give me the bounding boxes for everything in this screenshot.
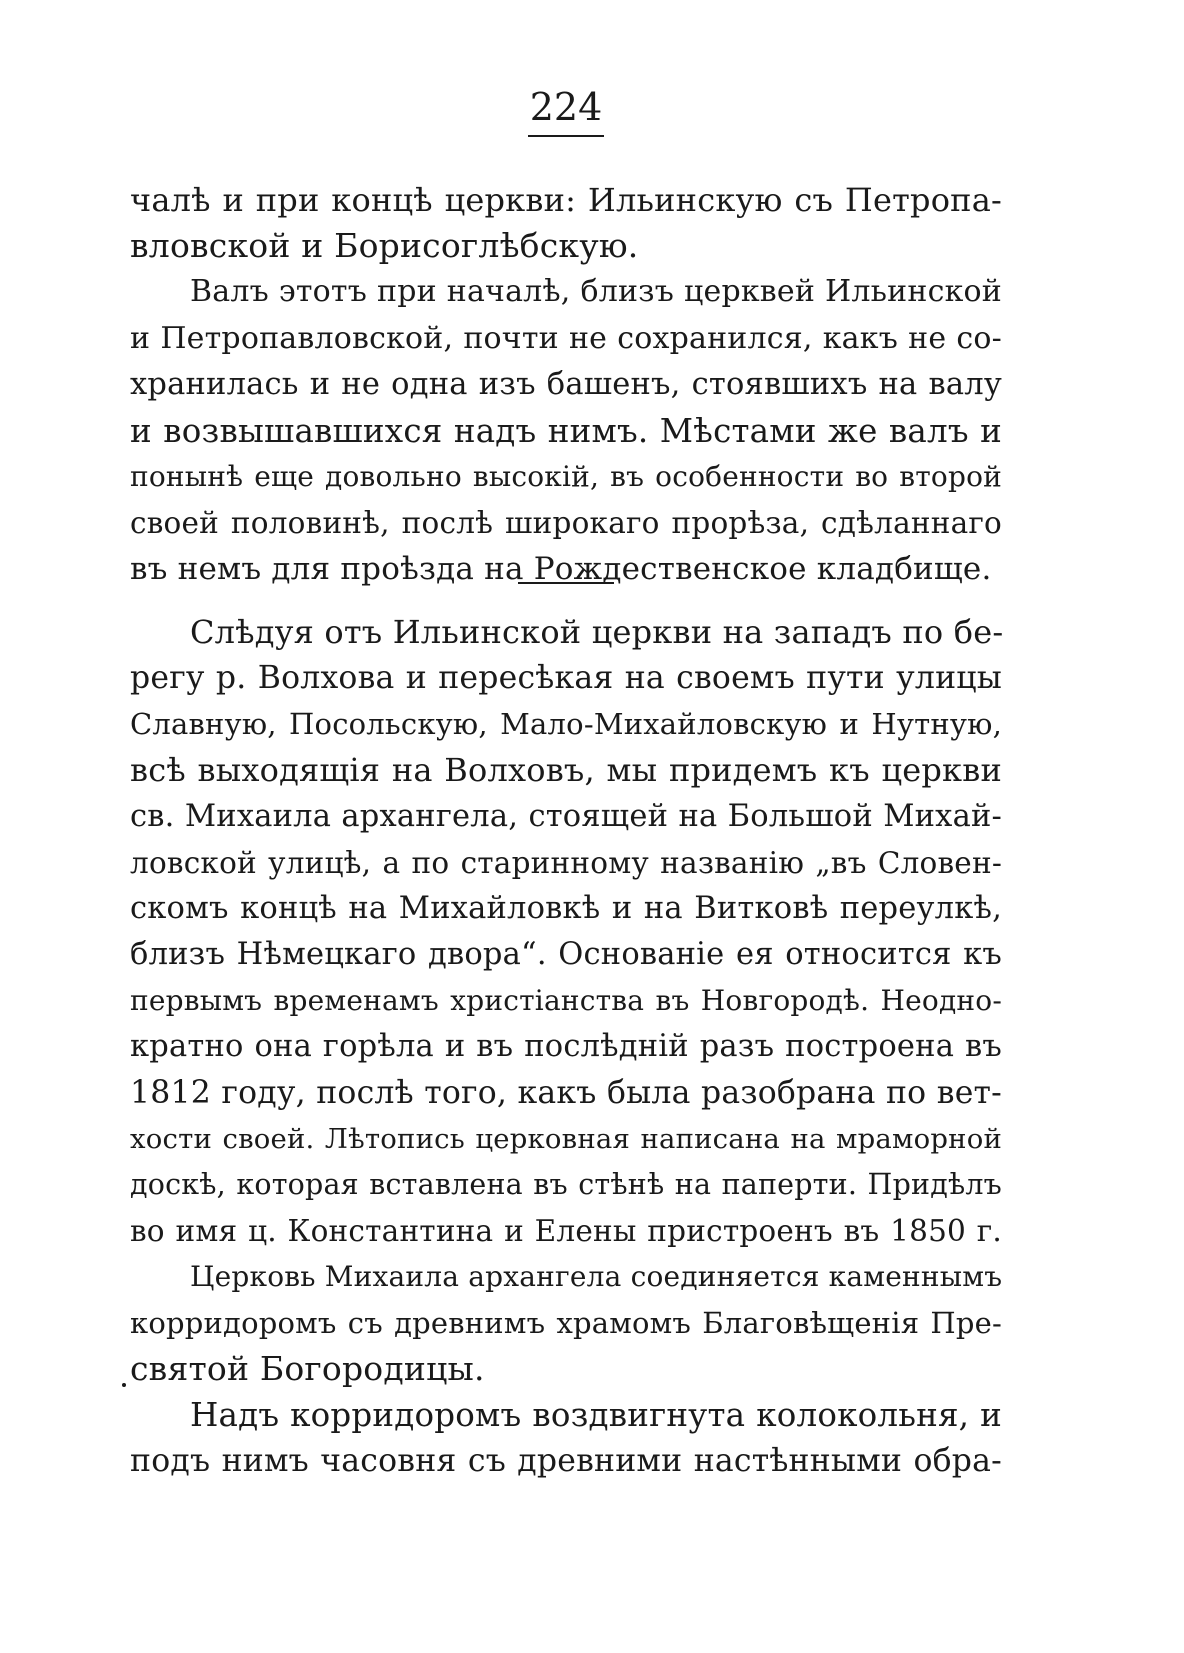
text-line: регу р. Волхова и пересѣкая на своемъ пути улицы (130, 660, 1002, 696)
text-line: ловской улицѣ, а по старинному названію „въ Словен- (130, 846, 1002, 880)
page-number (130, 82, 1002, 137)
text-line: доскѣ, которая вставлена въ стѣнѣ на паперти. Придѣлъ (130, 1168, 1002, 1201)
section-divider (518, 582, 614, 584)
text-line: своей половинѣ, послѣ широкаго прорѣза, сдѣланнаго (130, 506, 1002, 540)
text-line: Надъ корридоромъ воздвигнута колокольня, и (190, 1396, 1002, 1434)
text-line: Церковь Михаила архангела соединяется каменнымъ (190, 1260, 1003, 1293)
text-line: понынѣ еще довольно высокій, въ особенности во второй (130, 460, 1002, 493)
text-line: хости своей. Лѣтопись церковная написана на мраморной (130, 1123, 1002, 1155)
text-line: святой Богородицы. (130, 1349, 485, 1388)
text-line: первымъ временамъ христіанства въ Новгородѣ. Неодно- (130, 984, 1002, 1017)
page-number-text: 224 (528, 82, 605, 137)
text-line: близъ Нѣмецкаго двора“. Основаніе ея относится къ (130, 937, 1002, 972)
text-line: и Петропавловской, почти не сохранился, какъ не со- (130, 321, 1002, 356)
text-line: корридоромъ съ древнимъ храмомъ Благовѣщенія Пре- (130, 1306, 1002, 1340)
text-line: хранилась и не одна изъ башенъ, стоявшихъ на валу (130, 367, 1002, 402)
text-line: 1812 году, послѣ того, какъ была разобрана по вет- (130, 1075, 1002, 1111)
text-line: скомъ концѣ на Михайловкѣ и на Витковѣ переулкѣ, (130, 891, 1002, 926)
text-line: въ немъ для проѣзда на Рождественское кладбище. (130, 551, 992, 587)
print-speck (122, 1383, 126, 1387)
text-line: во имя ц. Константина и Елены пристроенъ въ 1850 г. (130, 1214, 1002, 1248)
text-line: кратно она горѣла и въ послѣдній разъ построена въ (130, 1029, 1002, 1064)
text-line: Валъ этотъ при началѣ, близъ церквей Ильинской (190, 274, 1002, 309)
text-line: Славную, Посольскую, Мало-Михайловскую и Нутную, (130, 707, 1002, 741)
text-line: вловской и Борисоглѣбскую. (130, 226, 639, 265)
text-line: Слѣдуя отъ Ильинской церкви на западъ по бе- (190, 613, 1004, 651)
text-line: и возвышавшихся надъ нимъ. Мѣстами же валъ и (130, 412, 1002, 450)
text-line: подъ нимъ часовня съ древними настѣнными обра- (130, 1443, 1002, 1479)
text-line: чалѣ и при концѣ церкви: Ильинскую съ Петропа- (130, 181, 1002, 219)
text-line: св. Михаила архангела, стоящей на Большой Михай- (130, 799, 1002, 834)
book-page (130, 0, 1002, 1653)
text-line: всѣ выходящія на Волховъ, мы придемъ къ церкви (130, 751, 1002, 789)
